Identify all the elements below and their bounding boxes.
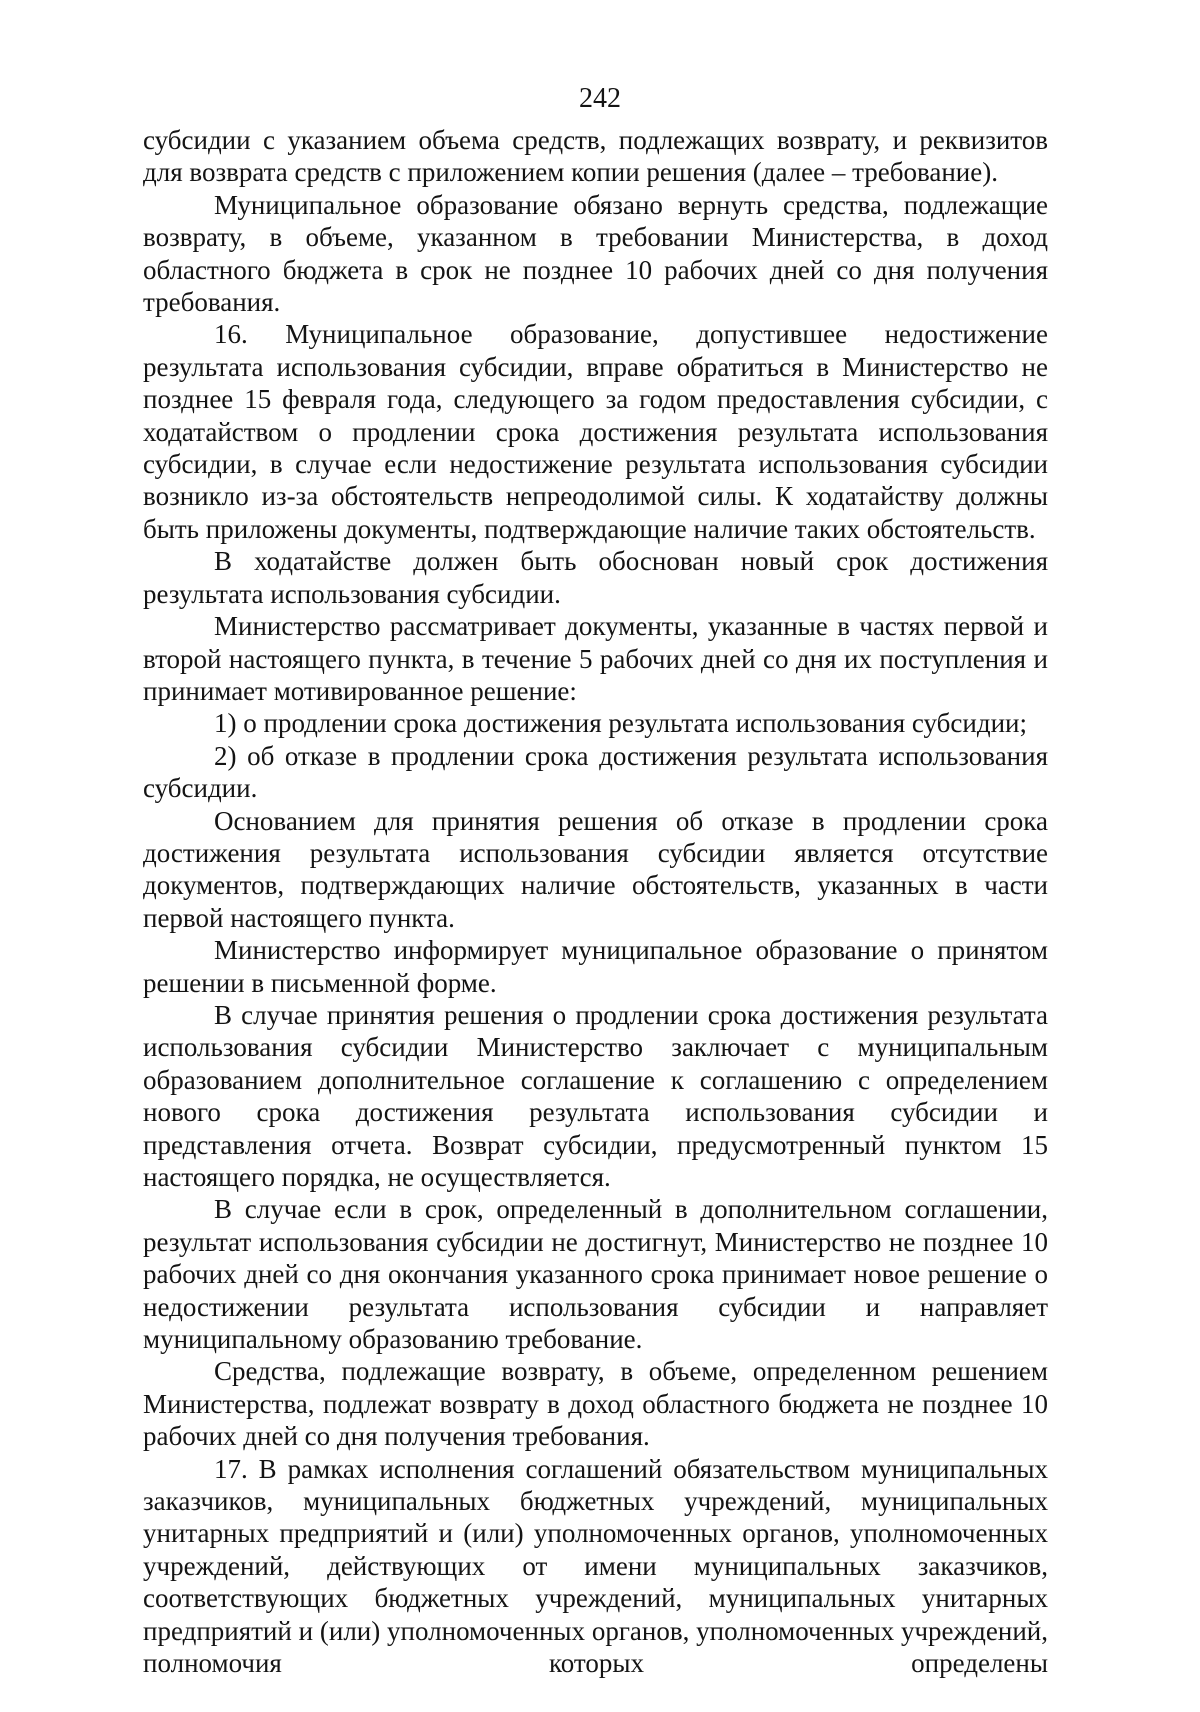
paragraph-additional-agreement: В случае принятия решения о продлении срока достижения результата использования субсидии Министерство заключает с муниципальным образованием дополнительное соглашение к соглашению с определением нового срока достижения результата использования субсидии и представления отчета. Возврат субсидии, предусмотренный пунктом 15 настоящего порядка, не осуществляется. xyxy=(143,999,1048,1192)
list-item-refusal: 2) об отказе в продлении срока достижения результата использования субсидии. xyxy=(143,740,1048,804)
paragraph-new-deadline-missed: В случае если в срок, определенный в дополнительном соглашении, результат использования субсидии не достигнут, Министерство не позднее 10 рабочих дней со дня окончания указанного срока принимает новое решение о недостижении результата использования субсидии и направляет муниципальному образованию требование. xyxy=(143,1194,1048,1355)
paragraph-written-notice: Министерство информирует муниципальное образование о принятом решении в письменной форме. xyxy=(143,935,1048,998)
paragraph-17: 17. В рамках исполнения соглашений обязательством муниципальных заказчиков, муниципальных бюджетных учреждений, муниципальных унитарных предприятий и (или) уполномоченных органов, уполномоченных учреждений, действующих от имени муниципальных заказчиков, соответствующих бюджетных учреждений, муниципальных унитарных предприятий и (или) уполномоченных органов, уполномоченных учреждений, полномочия которых определены xyxy=(143,1453,1048,1679)
list-item-extension: 1) о продлении срока достижения результата использования субсидии; xyxy=(214,708,1027,739)
document-body xyxy=(143,124,1048,1680)
paragraph-petition-justification: В ходатайстве должен быть обоснован новый срок достижения результата использования субсидии. xyxy=(143,546,1048,609)
paragraph-return-obligation: Муниципальное образование обязано вернуть средства, подлежащие возврату, в объеме, указанном в требовании Министерства, в доход областного бюджета в срок не позднее 10 рабочих дней со дня получения требования. xyxy=(143,189,1048,318)
page-number: 242 xyxy=(579,83,621,114)
paragraph-ministry-review: Министерство рассматривает документы, указанные в частях первой и второй настоящего пункта, в течение 5 рабочих дней со дня их поступления и принимает мотивированное решение: xyxy=(143,611,1048,706)
paragraph-refusal-grounds: Основанием для принятия решения об отказе в продлении срока достижения результата использования субсидии является отсутствие документов, подтверждающих наличие обстоятельств, указанных в части первой настоящего пункта. xyxy=(143,805,1048,933)
paragraph-continuation: субсидии с указанием объема средств, подлежащих возврату, и реквизитов для возврата средств с приложением копии решения (далее – требование). xyxy=(143,125,1048,188)
paragraph-16: 16. Муниципальное образование, допустившее недостижение результата использования субсидии, вправе обратиться в Министерство не позднее 15 февраля года, следующего за годом предоставления субсидии, с ходатайством о продлении срока достижения результата использования субсидии, в случае если недостижение результата использования субсидии возникло из-за обстоятельств непреодолимой силы. К ходатайству должны быть приложены документы, подтверждающие наличие таких обстоятельств. xyxy=(143,319,1048,544)
paragraph-funds-return: Средства, подлежащие возврату, в объеме, определенном решением Министерства, подлежат возврату в доход областного бюджета не позднее 10 рабочих дней со дня получения требования. xyxy=(143,1356,1048,1452)
